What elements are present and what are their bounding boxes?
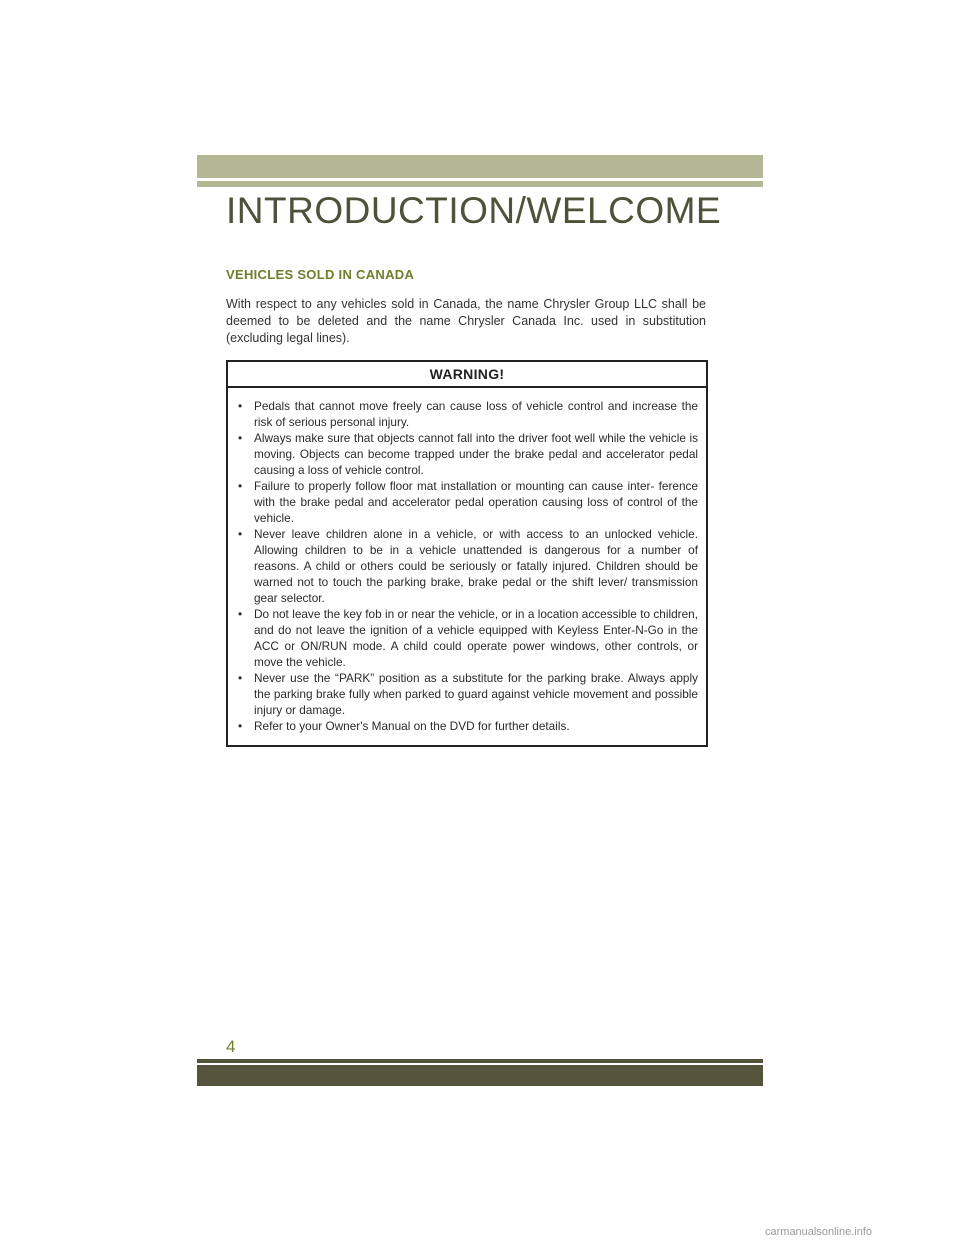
warning-item [238, 398, 698, 430]
warning-item [238, 606, 698, 670]
bullet-icon: • [238, 527, 243, 541]
warning-list [228, 388, 706, 734]
warning-title: WARNING! [228, 362, 706, 388]
warning-box [226, 360, 708, 747]
header-band [197, 155, 763, 178]
header-rule [197, 181, 763, 187]
warning-item [238, 670, 698, 718]
section-heading: VEHICLES SOLD IN CANADA [226, 267, 415, 282]
warning-item-text: Failure to properly follow floor mat installation or mounting can cause inter- ference with the brake pedal and accelerator pedal operation causing loss of control of the vehicle. [254, 479, 698, 525]
warning-item-text: Pedals that cannot move freely can cause loss of vehicle control and increase the risk of serious personal injury. [254, 399, 698, 429]
warning-item-text: Always make sure that objects cannot fall into the driver foot well while the vehicle is moving. Objects can become trapped under the brake pedal and accelerator pedal causing a loss of vehicle control. [254, 431, 698, 477]
warning-item [238, 478, 698, 526]
footer-rule [197, 1059, 763, 1063]
page-number: 4 [226, 1037, 236, 1056]
footer-band [197, 1065, 763, 1086]
intro-paragraph: With respect to any vehicles sold in Canada, the name Chrysler Group LLC shall be deemed to be deleted and the name Chrysler Canada Inc. used in substitution (excluding legal lines). [226, 297, 706, 345]
warning-item [238, 526, 698, 606]
bullet-icon: • [238, 719, 243, 733]
watermark: carmanualsonline.info [765, 1226, 873, 1238]
warning-item [238, 718, 698, 734]
warning-item-text: Do not leave the key fob in or near the vehicle, or in a location accessible to children, and do not leave the ignition of a vehicle equipped with Keyless Enter-N-Go in the ACC or ON/RUN mode. A child could operate power windows, other controls, or move the vehicle. [254, 607, 698, 669]
bullet-icon: • [238, 479, 243, 493]
warning-item [238, 430, 698, 478]
bullet-icon: • [238, 431, 243, 445]
bullet-icon: • [238, 399, 243, 413]
warning-item-text: Never use the “PARK” position as a substitute for the parking brake. Always apply the parking brake fully when parked to guard against vehicle movement and possible injury or damage. [254, 671, 698, 717]
bullet-icon: • [238, 607, 243, 621]
warning-item-text: Refer to your Owner's Manual on the DVD for further details. [254, 719, 570, 733]
section-title: INTRODUCTION/WELCOME [226, 190, 722, 231]
bullet-icon: • [238, 671, 243, 685]
warning-item-text: Never leave children alone in a vehicle, or with access to an unlocked vehicle. Allowing children to be in a vehicle unattended is dangerous for a number of reasons. A child or others could be seriously or fatally injured. Children should be warned not to touch the parking brake, brake pedal or the shift lever/ transmission gear selector. [254, 527, 698, 605]
